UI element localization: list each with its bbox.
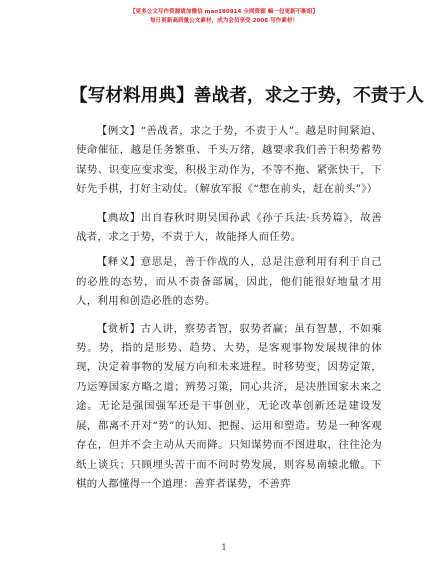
paragraph-text: 出自春秋时期吴国孙武《孙子兵法·兵势篇》，故善战者，求之于势，不责于人，故能择人而任势。 <box>76 211 382 244</box>
paragraph-example <box>76 122 382 200</box>
paragraph-label: 【典故】 <box>96 211 141 224</box>
paragraph-text: 古人讲，察势者智，驭势者赢；虽有智慧，不如乘势。势，指的是形势、趋势、大势，是客观事物发展规律的体现，决定着事物的发展方向和未来进程。时移势变，因势定策，乃运筹国家方略之道；辨势习策，同心共济，是决胜国家未来之途。无论是强国强军还是干事创业，无论改革创新还是建设发展，都离不开对“势”的认知、把握、运用和塑造。势是一种客观存在，但并不会主动从天而降。只知谋势而不图进取，往往沦为纸上谈兵；只顾埋头苦干而不问时势发展，则容易南辕北辙。下棋的人都懂得一个道理：善弈者谋势，不善弈 <box>76 322 382 490</box>
paragraph-allusion <box>76 209 382 248</box>
header-promo-line-1: 【更多公文写作资源请加微信 mao180914 全网资源 嘛一包更新不断组】 <box>129 9 319 15</box>
paragraph-label: 【例文】 <box>96 125 141 137</box>
header-promo-line-2: 每日更新高质量公文素材，成为会员享受 2006 写作素材！ <box>149 18 299 24</box>
paragraph-label: 【赏析】 <box>96 322 141 335</box>
paragraph-text: 意思是，善于作战的人，总是注意利用有利于自己的必胜的态势，而从不责备部属，因此，他们能很好地量才用人，利用和创造必胜的态势。 <box>76 256 382 308</box>
header-banner <box>0 8 448 26</box>
page-number: 1 <box>221 543 227 552</box>
document-body <box>76 122 382 503</box>
document-title: 【写材料用典】善战者，求之于势，不责于人 <box>70 86 424 106</box>
paragraph-appreciation <box>76 320 382 495</box>
paragraph-text: “善战者，求之于势，不责于人”。越是时间紧迫、使命催征，越是任务繁重、千头万绪，越要求我们善于积势蓄势谋势、识变应变求变，积极主动作为，不等不拖、紧张快干，下好先手棋，打好主动仗。（解放军报《“想在前头，赶在前头”》） <box>76 125 383 196</box>
paragraph-label: 【释义】 <box>96 256 141 269</box>
paragraph-meaning <box>76 253 382 311</box>
